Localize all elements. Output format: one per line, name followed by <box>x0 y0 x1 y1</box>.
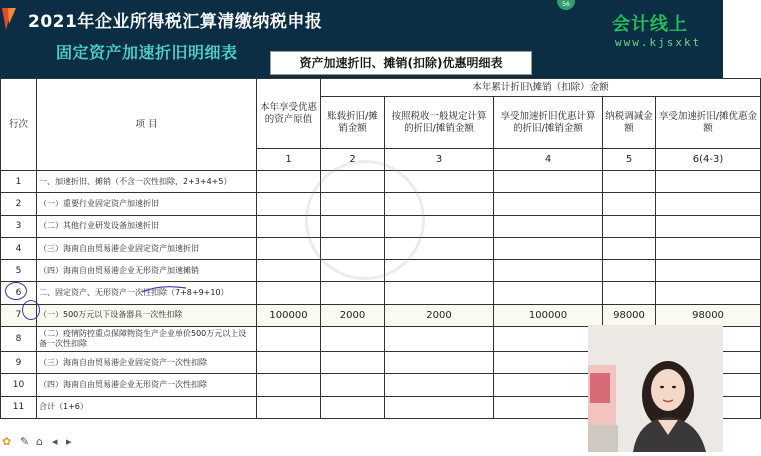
notification-badge: 56 <box>557 0 575 10</box>
value-cell[interactable] <box>257 374 321 396</box>
value-cell[interactable] <box>321 215 385 237</box>
course-subtitle: 固定资产加速折旧明细表 <box>56 43 238 62</box>
table-row <box>1 193 761 215</box>
value-cell[interactable] <box>494 374 603 396</box>
row-item: （四）海南自由贸易港企业无形资产一次性扣除 <box>37 374 257 396</box>
row-number: 3 <box>1 215 37 237</box>
value-cell[interactable] <box>656 171 761 193</box>
presenter-figure <box>588 325 723 452</box>
col-number: 6(4-3) <box>656 149 761 171</box>
value-cell[interactable] <box>257 215 321 237</box>
pen-tool-icon[interactable]: ✎ <box>20 435 30 448</box>
value-cell[interactable] <box>385 237 494 259</box>
row-item: 一、加速折旧、摊销（不含一次性扣除，2+3+4+5） <box>37 171 257 193</box>
value-cell[interactable] <box>321 260 385 282</box>
value-cell[interactable] <box>494 260 603 282</box>
value-cell[interactable]: 2000 <box>321 304 385 326</box>
header-col2: 账载折旧/摊销金额 <box>321 97 385 149</box>
value-cell[interactable] <box>385 171 494 193</box>
value-cell[interactable] <box>257 282 321 304</box>
value-cell[interactable] <box>385 193 494 215</box>
row-item: （一）500万元以下设备器具一次性扣除 <box>37 304 257 326</box>
header-col5: 纳税调减金额 <box>603 97 656 149</box>
header-item: 项 目 <box>37 79 257 171</box>
table-title: 资产加速折旧、摊销(扣除)优惠明细表 <box>270 51 532 75</box>
value-cell[interactable] <box>257 237 321 259</box>
value-cell[interactable] <box>257 193 321 215</box>
value-cell[interactable] <box>385 352 494 374</box>
value-cell[interactable] <box>257 327 321 352</box>
value-cell[interactable]: 100000 <box>494 304 603 326</box>
value-cell[interactable] <box>321 193 385 215</box>
row-item: （一）重要行业固定资产加速折旧 <box>37 193 257 215</box>
annotation-underline <box>140 282 190 296</box>
value-cell[interactable] <box>321 374 385 396</box>
col-number: 5 <box>603 149 656 171</box>
value-cell[interactable] <box>321 352 385 374</box>
header-col1: 本年享受优惠的资产原值 <box>257 79 321 149</box>
value-cell[interactable] <box>603 282 656 304</box>
row-item: （二）疫情防控重点保障物资生产企业单价500万元以上设备一次性扣除 <box>37 327 257 352</box>
row-number: 1 <box>1 171 37 193</box>
value-cell[interactable] <box>321 282 385 304</box>
forward-icon[interactable]: ▸ <box>66 435 72 448</box>
annotation-circle-row6 <box>5 282 27 300</box>
value-cell[interactable] <box>385 327 494 352</box>
value-cell[interactable]: 2000 <box>385 304 494 326</box>
value-cell[interactable] <box>494 396 603 418</box>
brand-url: www.kjsxkt <box>615 36 702 49</box>
annotation-circle-row7 <box>22 300 40 320</box>
table-row <box>1 215 761 237</box>
player-toolbar <box>0 432 130 452</box>
flame-logo-icon <box>0 6 22 32</box>
header-band <box>0 0 723 78</box>
value-cell[interactable] <box>603 260 656 282</box>
back-icon[interactable]: ◂ <box>52 435 58 448</box>
row-item: （三）海南自由贸易港企业固定资产一次性扣除 <box>37 352 257 374</box>
header-col6: 享受加速折旧/摊优惠金额 <box>656 97 761 149</box>
header-group: 本年累计折旧\摊销（扣除）金额 <box>321 79 761 97</box>
colorful-logo-icon[interactable]: ✿ <box>2 435 12 448</box>
row-item: 合计（1+6） <box>37 396 257 418</box>
home-icon[interactable]: ⌂ <box>36 435 43 448</box>
brand-logo: 会计线上 <box>612 14 688 35</box>
value-cell[interactable] <box>656 260 761 282</box>
value-cell[interactable] <box>385 282 494 304</box>
value-cell[interactable] <box>385 396 494 418</box>
course-title: 2021年企业所得税汇算清缴纳税申报 <box>28 12 323 32</box>
value-cell[interactable] <box>494 352 603 374</box>
row-number: 11 <box>1 396 37 418</box>
row-item: （四）海南自由贸易港企业无形资产加速摊销 <box>37 260 257 282</box>
value-cell[interactable] <box>494 282 603 304</box>
row-number: 6 <box>1 282 37 304</box>
table-row <box>1 171 761 193</box>
value-cell[interactable] <box>494 327 603 352</box>
row-item: （二）其他行业研发设备加速折旧 <box>37 215 257 237</box>
row-number: 5 <box>1 260 37 282</box>
row-number: 8 <box>1 327 37 352</box>
value-cell[interactable] <box>656 282 761 304</box>
row-number: 9 <box>1 352 37 374</box>
table-row <box>1 260 761 282</box>
value-cell[interactable] <box>656 237 761 259</box>
row-number: 7 <box>1 304 37 326</box>
value-cell[interactable] <box>656 193 761 215</box>
value-cell[interactable] <box>603 237 656 259</box>
value-cell[interactable] <box>603 193 656 215</box>
row-number: 2 <box>1 193 37 215</box>
value-cell[interactable] <box>494 237 603 259</box>
table-row <box>1 237 761 259</box>
row-number: 4 <box>1 237 37 259</box>
header-col3: 按照税收一般规定计算的折旧/摊销金额 <box>385 97 494 149</box>
presenter-video <box>588 325 723 452</box>
value-cell[interactable] <box>321 327 385 352</box>
value-cell[interactable]: 98000 <box>656 304 761 326</box>
table-row <box>1 282 761 304</box>
value-cell[interactable] <box>321 237 385 259</box>
value-cell[interactable] <box>494 193 603 215</box>
value-cell[interactable] <box>603 215 656 237</box>
row-item: （三）海南自由贸易港企业固定资产加速折旧 <box>37 237 257 259</box>
row-number: 10 <box>1 374 37 396</box>
col-number: 2 <box>321 149 385 171</box>
col-number: 3 <box>385 149 494 171</box>
value-cell[interactable] <box>257 171 321 193</box>
value-cell[interactable] <box>385 374 494 396</box>
value-cell[interactable] <box>257 352 321 374</box>
row-item: 二、固定资产、无形资产一次性扣除（7+8+9+10） <box>37 282 257 304</box>
value-cell[interactable] <box>257 260 321 282</box>
col-number: 1 <box>257 149 321 171</box>
value-cell[interactable] <box>494 171 603 193</box>
value-cell[interactable] <box>603 171 656 193</box>
value-cell[interactable] <box>321 171 385 193</box>
col-number: 4 <box>494 149 603 171</box>
header-col4: 享受加速折旧优惠计算的折旧/摊销金额 <box>494 97 603 149</box>
table-row <box>1 304 761 326</box>
value-cell[interactable] <box>385 215 494 237</box>
value-cell[interactable]: 98000 <box>603 304 656 326</box>
value-cell[interactable] <box>321 396 385 418</box>
value-cell[interactable] <box>656 215 761 237</box>
value-cell[interactable] <box>494 215 603 237</box>
header-row-no: 行次 <box>1 79 37 171</box>
value-cell[interactable] <box>257 396 321 418</box>
value-cell[interactable] <box>385 260 494 282</box>
value-cell[interactable]: 100000 <box>257 304 321 326</box>
